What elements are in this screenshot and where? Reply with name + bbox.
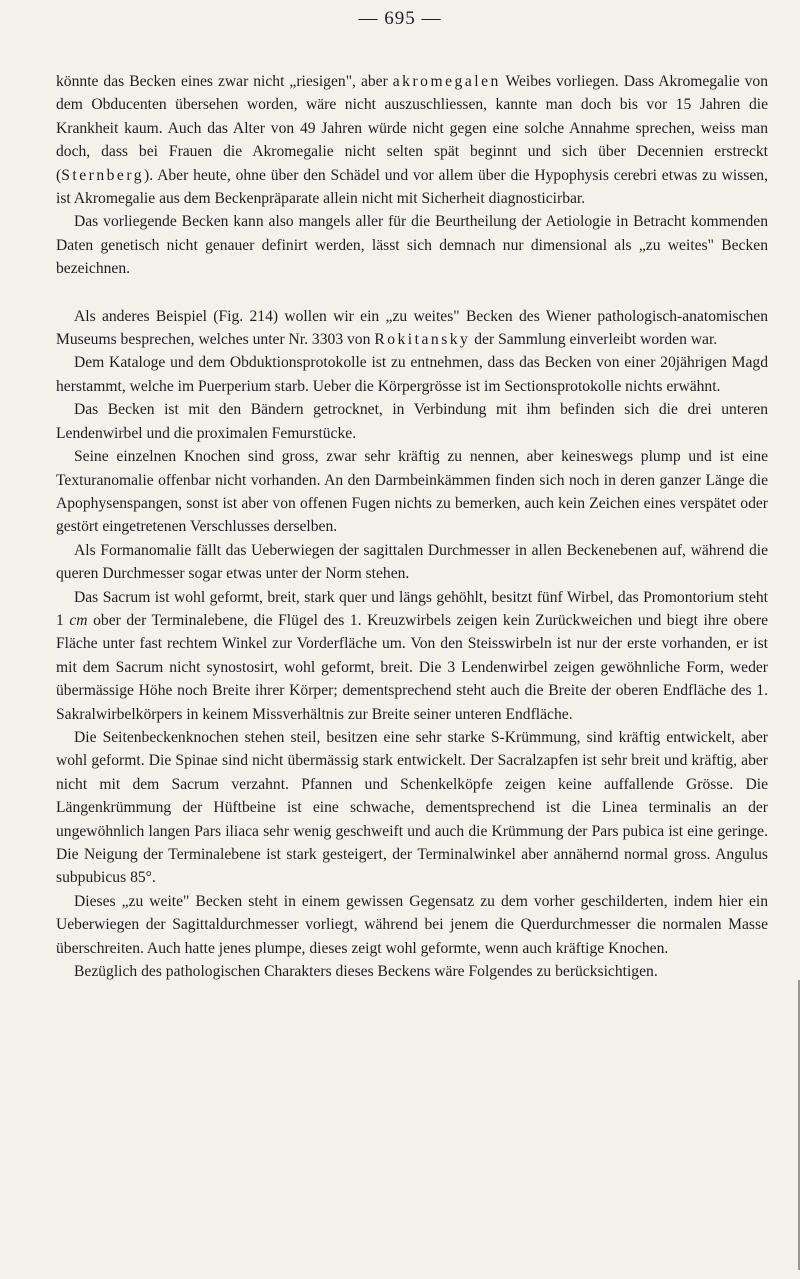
page-number: — 695 — [358, 8, 442, 29]
emphasis-akromegalen: akromegalen [392, 73, 501, 90]
body-text [56, 70, 768, 983]
paragraph-11: Bezüglich des pathologischen Charakters dieses Beckens wäre Folgendes zu berücksichtigen. [74, 963, 658, 981]
paragraph-1: könnte das Becken eines zwar nicht „riesigen", aber akromegalen Weibes vorliegen. Dass Akromegalie von dem Obducenten übersehen worden, wäre nicht auszuschliessen, kannte man doch bis vor 15 Jahren die Krankheit kaum. Auch das Alter von 49 Jahren würde nicht gegen eine solche Annahme sprechen, weiss man doch, dass bei Frauen die Akromegalie nicht selten spät beginnt und sich über Decennien erstreckt (Sternberg). Aber heute, ohne über den Schädel und vor allem über die Hypophysis cerebri etwas zu wissen, ist Akromegalie aus dem Beckenpräparate allein nicht mit Sicherheit diagnosticirbar. [56, 73, 768, 208]
author-name-rokitansky: Rokitansky [374, 331, 471, 349]
paragraph-7: Als Formanomalie fällt das Ueberwiegen der sagittalen Durchmesser in allen Beckenebenen auf, während die queren Durchmesser sogar etwas unter der Norm stehen. [56, 541, 768, 583]
paragraph-6: Seine einzelnen Knochen sind gross, zwar sehr kräftig zu nennen, aber keineswegs plump und ist eine Texturanomalie offenbar nicht vorhanden. An den Darmbeinkämmen finden sich noch in deren ganzer Länge die Apophysenspangen, sonst ist aber von offenen Fugen nichts zu bemerken, auch kein Zeichen eines verspätet oder gestört eingetretenen Verschlusses derselben. [56, 448, 768, 536]
paragraph-8: Das Sacrum ist wohl geformt, breit, stark quer und längs gehöhlt, besitzt fünf Wirbel, das Promontorium steht 1 cm ober der Terminalebene, die Flügel des 1. Kreuzwirbels zeigen kein Zurückweichen und biegt ihre obere Fläche unter fast rechtem Winkel zur Vorderfläche um. Von den Steisswirbeln ist nur der erste vorhanden, er ist mit dem Sacrum nicht synostosirt, wohl geformt, breit. Die 3 Lendenwirbel zeigen gewöhnliche Form, weder übermässige Höhe noch Breite ihrer Körper; dementsprechend steht auch die Breite der oberen Endfläche des 1. Sakralwirbelkörpers in keinem Missverhältnis zur Breite seiner unteren Endfläche. [56, 588, 768, 723]
paragraph-9: Die Seitenbeckenknochen stehen steil, besitzen eine sehr starke S-Krümmung, sind kräftig entwickelt, aber wohl geformt. Die Spinae sind nicht übermässig stark entwickelt. Der Sacralzapfen ist sehr breit und kräftig, aber nicht mit dem Sacrum verzahnt. Pfannen und Schenkelköpfe zeigen keine auffallende Grösse. Die Längenkrümmung der Hüftbeine ist eine schwache, dementsprechend ist die Linea terminalis an der ungewöhnlich langen Pars iliaca sehr wenig geschweift und auch die Krümmung der Pars pubica ist eine geringe. Die Neigung der Terminalebene ist stark gesteigert, der Terminalwinkel aber annähernd normal gross. Angulus subpubicus 85°. [56, 728, 768, 887]
paragraph-4: Dem Kataloge und dem Obduktionsprotokolle ist zu entnehmen, dass das Becken von einer 20jährigen Magd herstammt, welche im Puerperium starb. Ueber die Körpergrösse ist im Sectionsprotokolle nichts erwähnt. [56, 354, 768, 395]
paragraph-2: Das vorliegende Becken kann also mangels aller für die Beurtheilung der Aetiologie in Betracht kommenden Daten genetisch nicht genauer definirt werden, lässt sich demnach nur dimensional als „zu weites" Becken bezeichnen. [56, 213, 768, 278]
unit-cm: cm [69, 611, 88, 629]
author-name-sternberg: Sternberg [61, 166, 145, 184]
paragraph-10: Dieses „zu weite" Becken steht in einem gewissen Gegensatz zu dem vorher geschilderten, indem hier ein Ueberwiegen der Sagittaldurchmesser vorliegt, während bei jenem die Querdurchmesser die normalen Masse überschreiten. Auch hatte jenes plumpe, dieses zeigt wohl geformte, wenn auch kräftige Knochen. [56, 892, 768, 957]
paragraph-3: Als anderes Beispiel (Fig. 214) wollen wir ein „zu weites" Becken des Wiener pathologisch-anatomischen Museums besprechen, welches unter Nr. 3303 von Rokitansky der Sammlung einverleibt worden war. [56, 307, 768, 349]
paragraph-5: Das Becken ist mit den Bändern getrocknet, in Verbindung mit ihm befinden sich die drei unteren Lendenwirbel und die proximalen Femurstücke. [56, 401, 768, 442]
